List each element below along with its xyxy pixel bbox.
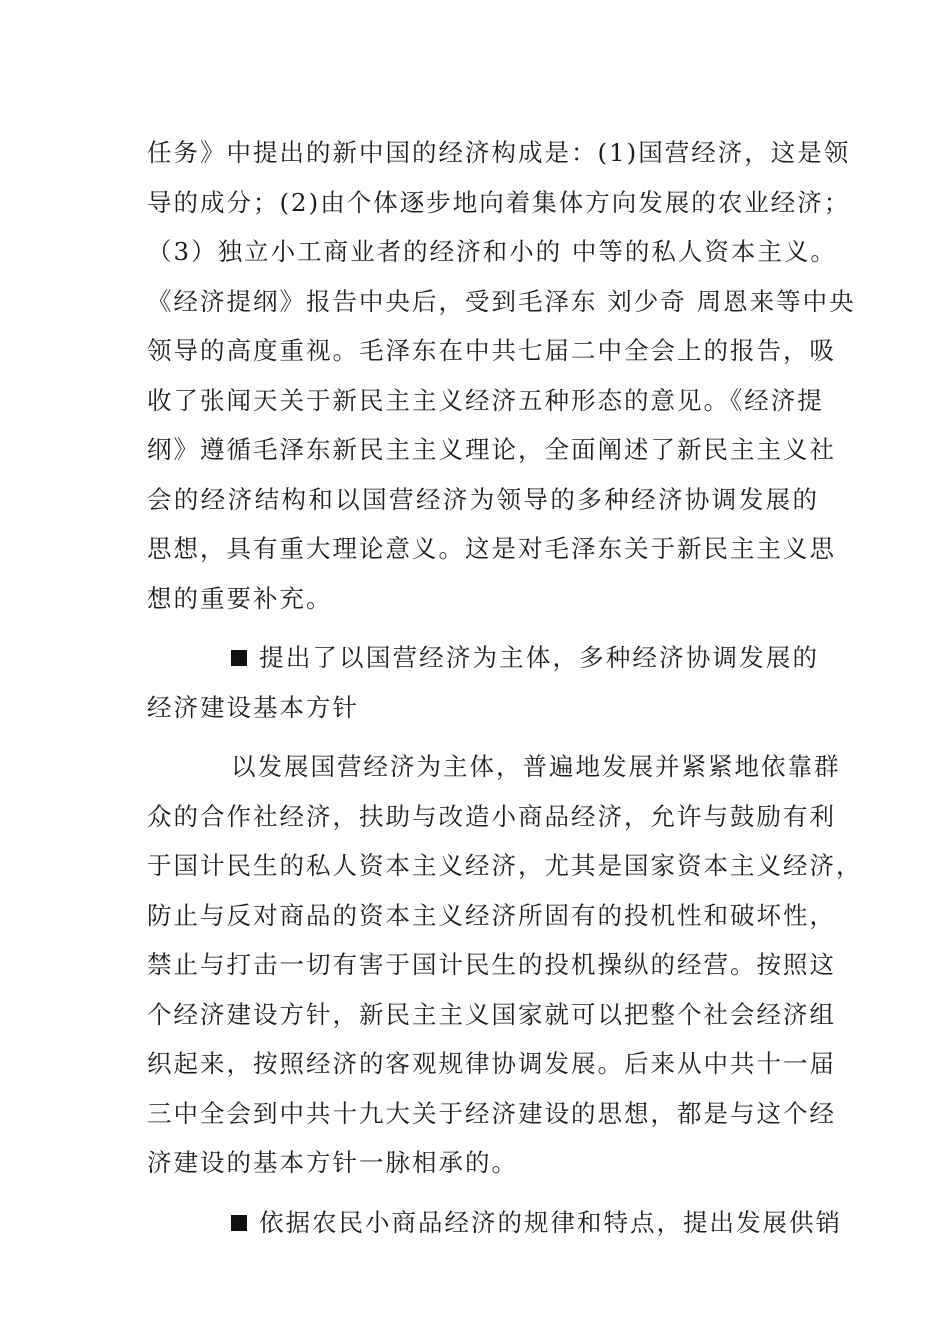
text-line: 《经济提纲》报告中央后，受到毛泽东 刘少奇 周恩来等中央 [147,286,856,316]
heading-line: 经济建设基本方针 [147,692,359,722]
text-line: 想的重要补充。 [147,583,333,613]
text-line: 思想，具有重大理论意义。这是对毛泽东关于新民主主义思 [147,534,836,563]
text-line: 济建设的基本方针一脉相承的。 [147,1148,518,1177]
text-line: 以发展国营经济为主体，普遍地发展并紧紧地依靠群 [231,752,841,781]
text-line: 个经济建设方针，新民主主义国家就可以把整个社会经济组 [147,999,836,1029]
text-line: 防止与反对商品的资本主义经济所固有的投机性和破坏性， [147,900,836,930]
square-bullet-icon [231,1215,247,1231]
heading-line [147,1198,842,1248]
text-line: 三中全会到中共十九大关于经济建设的思想，都是与这个经 [147,1098,836,1128]
text-line: 会的经济结构和以国营经济为领导的多种经济协调发展的 [147,484,819,514]
section-heading-construction-policy [147,633,819,732]
text-line: 收了张闻天关于新民主主义经济五种形态的意见。《经济提 [147,385,824,415]
paragraph-economic-structure [147,128,856,623]
document-body [147,128,863,1247]
paragraph-construction-policy [147,742,863,1188]
text-line: 领导的高度重视。毛泽东在中共七届二中全会上的报告，吸 [147,336,836,365]
text-line: （3）独立小工商业者的经济和小的 中等的私人资本主义。 [147,237,837,266]
heading-text: 提出了以国营经济为主体，多种经济协调发展的 [259,643,819,672]
text-line: 众的合作社经济，扶助与改造小商品经济，允许与鼓励有利 [147,801,836,831]
text-line: 导的成分；(2)由个体逐步地向着集体方向发展的农业经济； [147,187,851,217]
square-bullet-icon [231,650,247,666]
text-line: 纲》遵循毛泽东新民主主义理论，全面阐述了新民主主义社 [147,435,836,464]
text-line: 于国计民生的私人资本主义经济，尤其是国家资本主义经济， [147,851,863,880]
text-line: 禁止与打击一切有害于国计民生的投机操纵的经营。按照这 [147,950,836,979]
heading-line [147,633,819,683]
text-line: 任务》中提出的新中国的经济构成是：(1)国营经济，这是领 [147,138,851,167]
section-heading-supply-marketing [147,1198,842,1248]
heading-text: 依据农民小商品经济的规律和特点，提出发展供销 [259,1207,842,1237]
text-line: 织起来，按照经济的客观规律协调发展。后来从中共十一届 [147,1049,836,1078]
